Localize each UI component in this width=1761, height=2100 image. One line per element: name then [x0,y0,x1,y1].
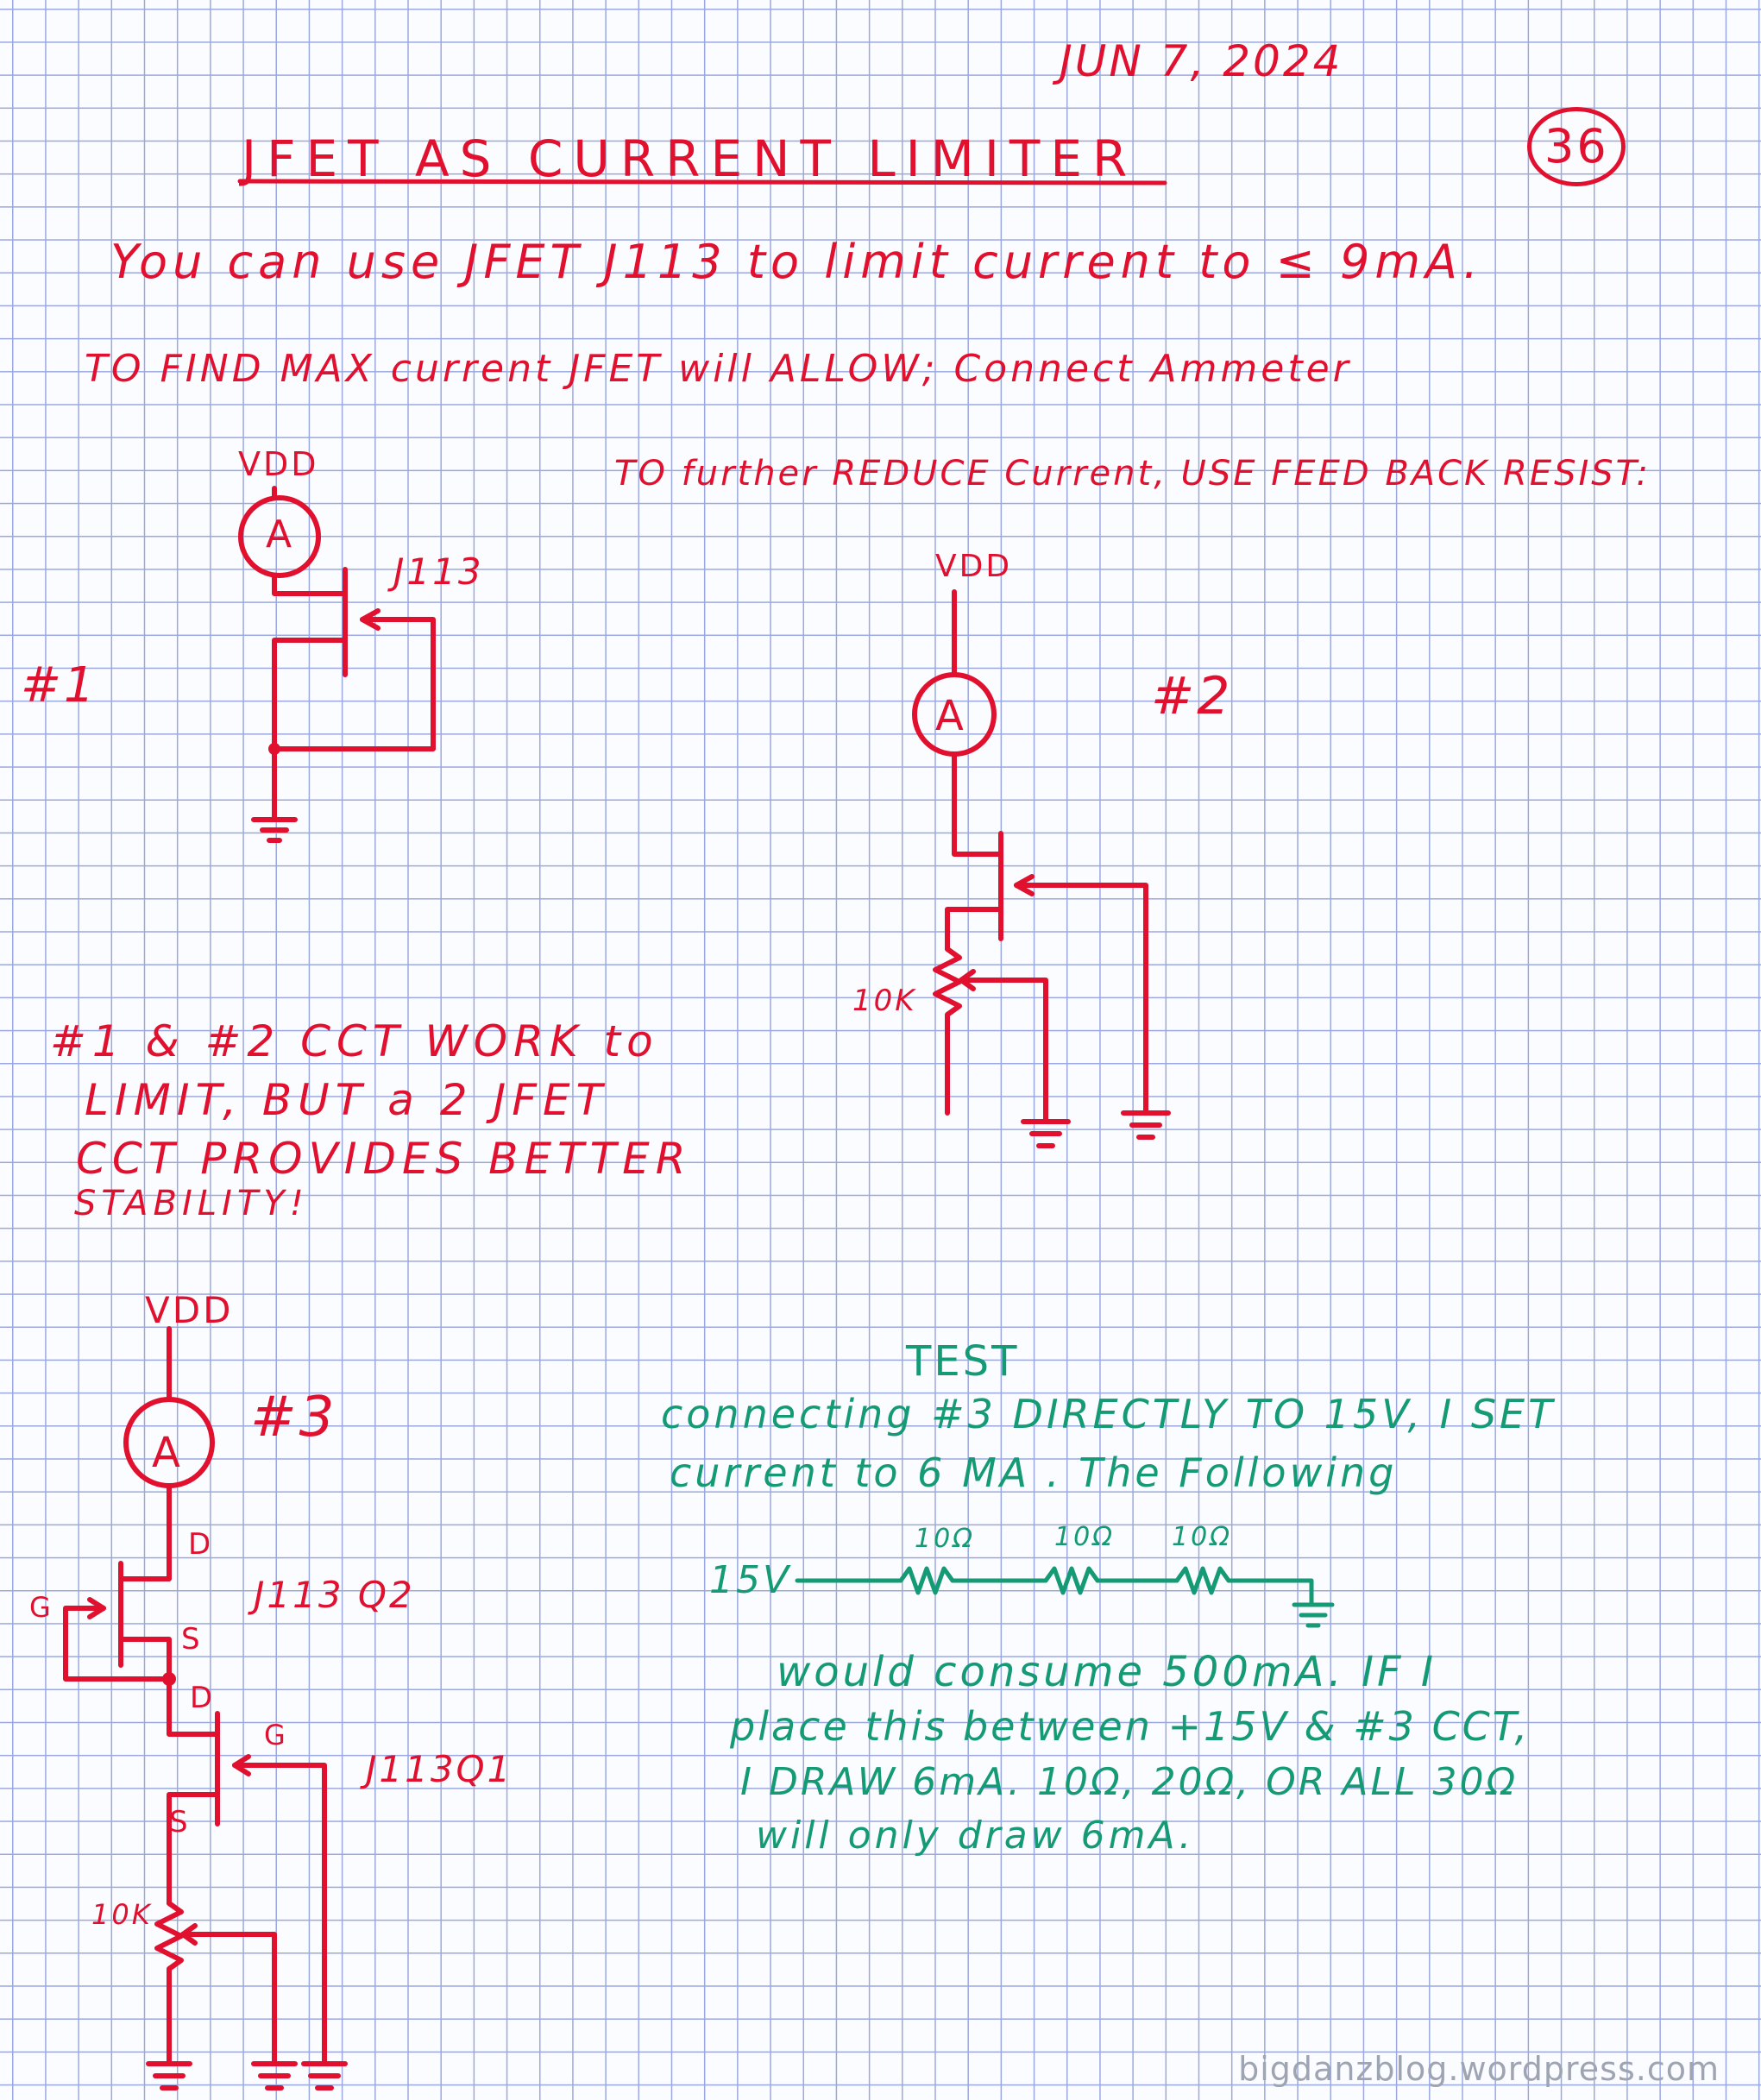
q1-label: J113Q1 [366,1748,513,1790]
summary-line-1: #1 & #2 CCT WORK to [50,1016,659,1066]
circuit1-ammeter-symbol [241,498,318,575]
date: JUN 7, 2024 [1060,36,1343,86]
circuit3-resistor-symbol [157,1903,181,2064]
circuit2-ground-icon-1 [1023,1122,1068,1146]
circuit1-wires [241,488,433,840]
page-title: JFET AS CURRENT LIMITER [242,129,1138,188]
circuit3-meter: A [152,1429,183,1477]
circuit2-resistor-symbol [935,949,959,1113]
test-resistor-2-label: 10Ω [1054,1522,1116,1552]
page-number: 36 [1544,119,1609,173]
circuit2-meter: A [935,692,966,740]
summary-line-4: STABILITY! [74,1184,309,1223]
circuit2-ground-icon-2 [1123,1113,1168,1137]
test-line-4: place this between +15V & #3 CCT, [730,1703,1531,1750]
watermark: bigdanzblog.wordpress.com [1238,2050,1720,2088]
circuit3-supply: VDD [145,1289,234,1331]
test-line-3: would consume 500mA. IF I [777,1648,1437,1696]
circuit1-node [268,743,280,755]
circuit3-wires [66,1329,345,2088]
circuit1-supply: VDD [238,445,319,483]
circuit3-ground-icon-3 [304,2064,345,2088]
q2-gate-label: G [29,1591,53,1624]
circuit2-wires [915,592,1168,1146]
q2-label: J113 Q2 [254,1574,415,1616]
circuit2-ammeter-symbol [915,675,994,754]
circuit1-part: J113 [393,550,484,593]
test-ground-icon [1294,1605,1332,1625]
q1-source-label: S [169,1805,191,1839]
test-line-1: connecting #3 DIRECTLY TO 15V, I SET [661,1391,1557,1437]
test-line-6: will only draw 6mA. [756,1814,1195,1858]
test-resistor-3-label: 10Ω [1172,1522,1233,1552]
test-resistor-3-symbol [1177,1569,1229,1593]
circuit1-label: #1 [21,657,97,714]
circuit3-ground-icon-2 [254,2064,295,2088]
test-resistor-2-symbol [1046,1569,1097,1593]
circuit2-supply: VDD [935,549,1013,584]
q1-drain-label: D [190,1681,216,1715]
circuit3-ground-icon-1 [148,2064,190,2088]
note-line-1: You can use JFET J113 to limit current to ≤ 9mA. [110,235,1484,289]
test-line-2: current to 6 MA . The Following [670,1449,1398,1496]
title-underline [240,181,1165,183]
circuit3-ammeter-symbol [126,1399,212,1486]
test-circuit-wires [797,1569,1332,1625]
circuit1-ground-icon [254,820,295,840]
note-line-3: TO further REDUCE Current, USE FEED BACK RESIST: [614,454,1651,494]
circuit1-meter: A [266,512,295,556]
test-resistor-1-symbol [901,1569,953,1593]
date-underline [1060,85,1363,91]
circuit2-label: #2 [1151,666,1233,726]
test-heading: TEST [906,1337,1020,1386]
circuit3-resistor: 10K [91,1898,153,1931]
q2-source-label: S [181,1622,203,1657]
test-resistor-1-label: 10Ω [915,1524,976,1554]
summary-line-3: CCT PROVIDES BETTER [76,1134,692,1184]
test-line-5: I DRAW 6mA. 10Ω, 20Ω, OR ALL 30Ω [740,1760,1519,1804]
summary-line-2: LIMIT, BUT a 2 JFET [85,1075,609,1125]
circuit2-resistor: 10K [852,984,917,1018]
circuit3-label: #3 [250,1386,337,1449]
note-line-2: TO FIND MAX current JFET will ALLOW; Connect Ammeter [85,347,1352,391]
test-source: 15V [709,1558,792,1602]
q2-drain-label: D [188,1527,214,1562]
q1-gate-label: G [264,1719,288,1751]
